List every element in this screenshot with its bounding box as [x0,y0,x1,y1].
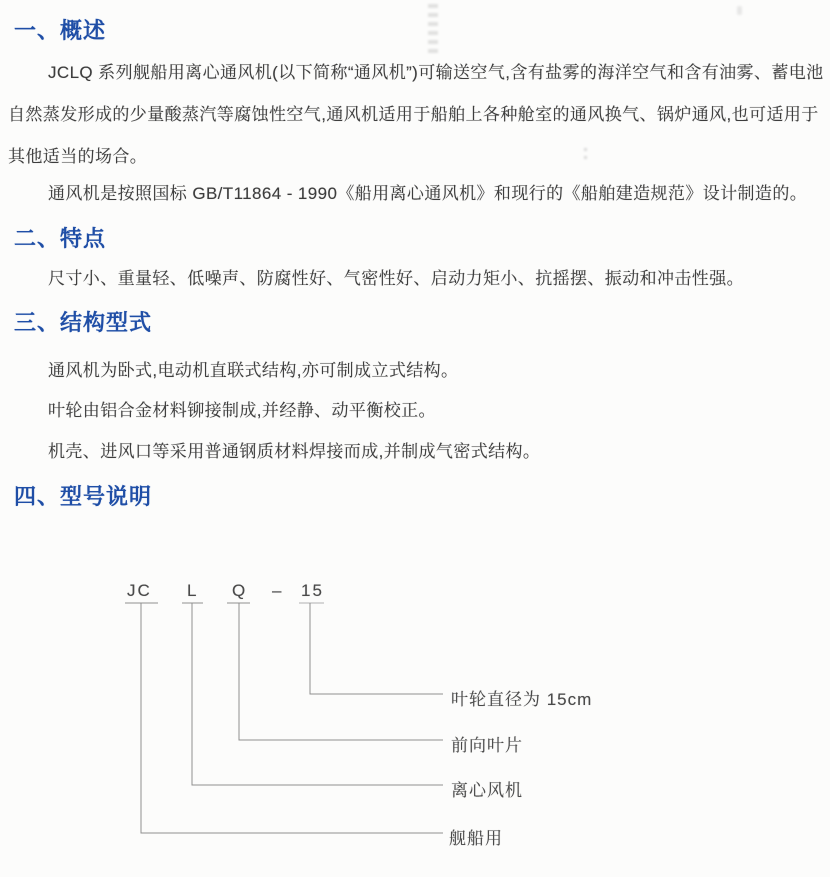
section-heading-structure: 三、结构型式 [14,310,153,335]
scan-artifact [737,6,742,15]
section-heading-model-designation: 四、型号说明 [14,484,153,509]
model-label-marine-use: 舰船用 [449,829,503,848]
scan-artifact [428,4,438,56]
structure-paragraph-1: 通风机为卧式,电动机直联式结构,亦可制成立式结构。 [48,361,459,380]
model-code-part-q: Q [232,581,248,600]
model-label-forward-blades: 前向叶片 [451,736,523,755]
structure-paragraph-3: 机壳、进风口等采用普通钢质材料焊接而成,并制成气密式结构。 [48,442,541,461]
model-label-impeller-diameter: 叶轮直径为 15cm [451,690,593,709]
model-label-centrifugal-fan: 离心风机 [451,781,523,800]
model-code-part-15: 15 [301,581,324,600]
model-code-dash: – [272,581,284,600]
model-code-part-l: L [187,581,199,600]
structure-paragraph-2: 叶轮由铝合金材料铆接制成,并经静、动平衡校正。 [48,401,436,420]
section-heading-overview: 一、概述 [14,18,107,43]
overview-paragraph-2: 通风机是按照国标 GB/T11864 - 1990《船用离心通风机》和现行的《船舶建造规范》设计制造的。 [48,184,808,203]
section-heading-features: 二、特点 [14,226,107,251]
model-code-part-jc: JC [127,581,152,600]
features-paragraph: 尺寸小、重量轻、低噪声、防腐性好、气密性好、启动力矩小、抗摇摆、振动和冲击性强。 [48,269,744,288]
overview-paragraph-1: JCLQ 系列舰船用离心通风机(以下简称“通风机”)可输送空气,含有盐雾的海洋空气和含有油雾、蓄电池自然蒸发形成的少量酸蒸汽等腐蚀性空气,通风机适用于船舶上各种舱室的通风换气、锅炉通风,也可适用于其他适当的场合。 [8,63,824,166]
